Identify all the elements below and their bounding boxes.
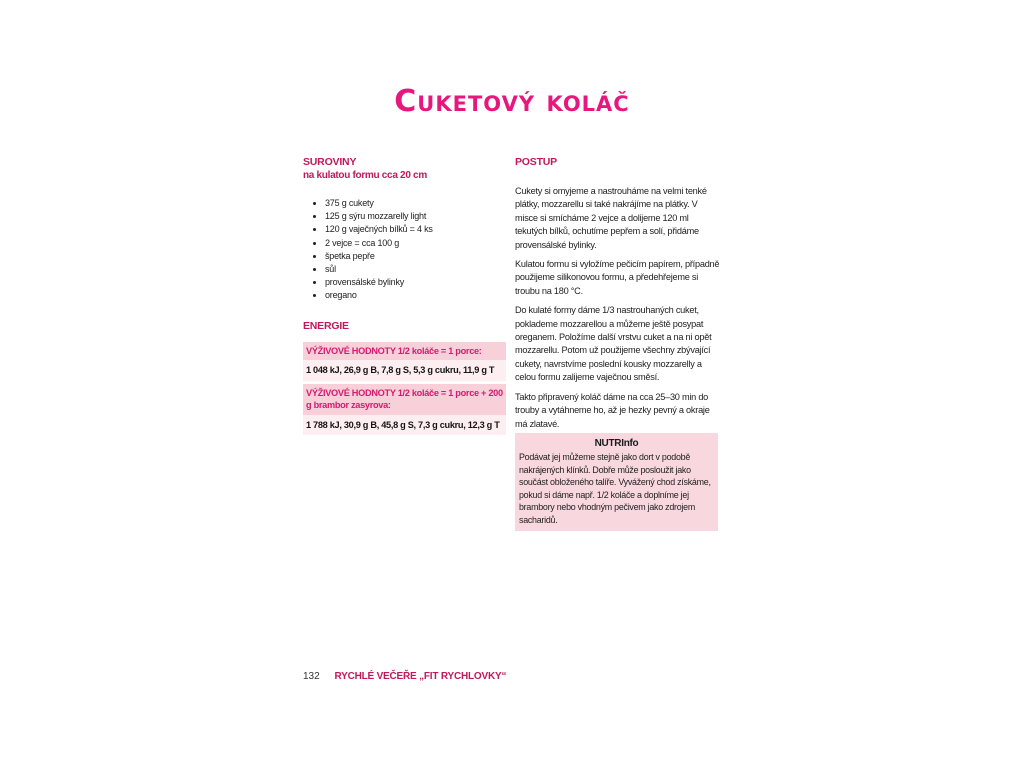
list-item: • provensálské bylinky bbox=[325, 276, 508, 289]
page-number: 132 bbox=[303, 671, 320, 682]
list-item: • 125 g sýru mozzarelly light bbox=[325, 210, 508, 223]
procedure-column bbox=[515, 156, 720, 437]
list-item: • 2 vejce = cca 100 g bbox=[325, 237, 508, 250]
nutrition-label: VÝŽIVOVÉ HODNOTY 1/2 koláče = 1 porce + 200 g brambor zasyrova: bbox=[303, 384, 506, 415]
ingredients-list bbox=[303, 197, 508, 303]
list-item: • oregano bbox=[325, 289, 508, 302]
nutrition-value: 1 788 kJ, 30,9 g B, 45,8 g S, 7,3 g cukru, 12,3 g T bbox=[303, 415, 506, 436]
nutrinfo-box bbox=[515, 433, 718, 531]
procedure-paragraph: Do kulaté formy dáme 1/3 nastrouhaných cuket, poklademe mozzarellou a můžeme ještě posypat oreganem. Položíme další vrstvu cuket a na ni opět mozzarellu. Potom už použijeme všechny zbývající cukety, navrstvíme poslední kousky mozzarelly a celou formu zalijeme vaječnou směsí. bbox=[515, 305, 712, 383]
energy-heading: ENERGIE bbox=[303, 319, 349, 332]
ingredients-column bbox=[303, 156, 508, 435]
page-title: Cuketový koláč bbox=[394, 84, 630, 119]
procedure-paragraph: Kulatou formu si vyložíme pečicím papírem, případně použijeme silikonovou formu, a předehřejeme si troubu na 180 °C. bbox=[515, 259, 720, 296]
list-item: • 120 g vaječných bílků = 4 ks bbox=[325, 223, 508, 236]
nutrinfo-title: NUTRInfo bbox=[594, 438, 639, 449]
procedure-paragraph: Cukety si omyjeme a nastrouháme na velmi tenké plátky, mozzarellu si také nakrájíme na plátky. V misce si smícháme 2 vejce a dolijeme 120 ml tekutých bílků, ochutíme pepřem a solí, přidáme provensálské bylinky. bbox=[515, 186, 707, 250]
book-section-title: RYCHLÉ VEČEŘE „FIT RYCHLOVKY“ bbox=[334, 671, 507, 682]
nutrition-label: VÝŽIVOVÉ HODNOTY 1/2 koláče = 1 porce: bbox=[303, 342, 506, 361]
nutrition-value: 1 048 kJ, 26,9 g B, 7,8 g S, 5,3 g cukru, 11,9 g T bbox=[303, 360, 506, 381]
list-item: • sůl bbox=[325, 263, 508, 276]
nutrinfo-text: Podávat jej můžeme stejně jako dort v podobě nakrájených klínků. Dobře může posloužit jako součást obloženého talíře. Vyvážený chod získáme, pokud si dáme např. 1/2 koláče a doplníme jej brambory nebo vhodným pečivem jako zdrojem sacharidů. bbox=[519, 452, 711, 525]
page-footer bbox=[303, 670, 506, 683]
ingredients-heading: SUROVINY bbox=[303, 156, 357, 168]
procedure-paragraph: Takto připravený koláč dáme na cca 25–30 min do trouby a vytáhneme ho, až je hezky pevný a okraje má zlatavé. bbox=[515, 391, 710, 429]
list-item: • 375 g cukety bbox=[325, 197, 508, 210]
procedure-heading: POSTUP bbox=[515, 156, 557, 168]
nutrition-table bbox=[303, 342, 506, 436]
list-item: • špetka pepře bbox=[325, 250, 508, 263]
form-size-note: na kulatou formu cca 20 cm bbox=[303, 170, 427, 181]
